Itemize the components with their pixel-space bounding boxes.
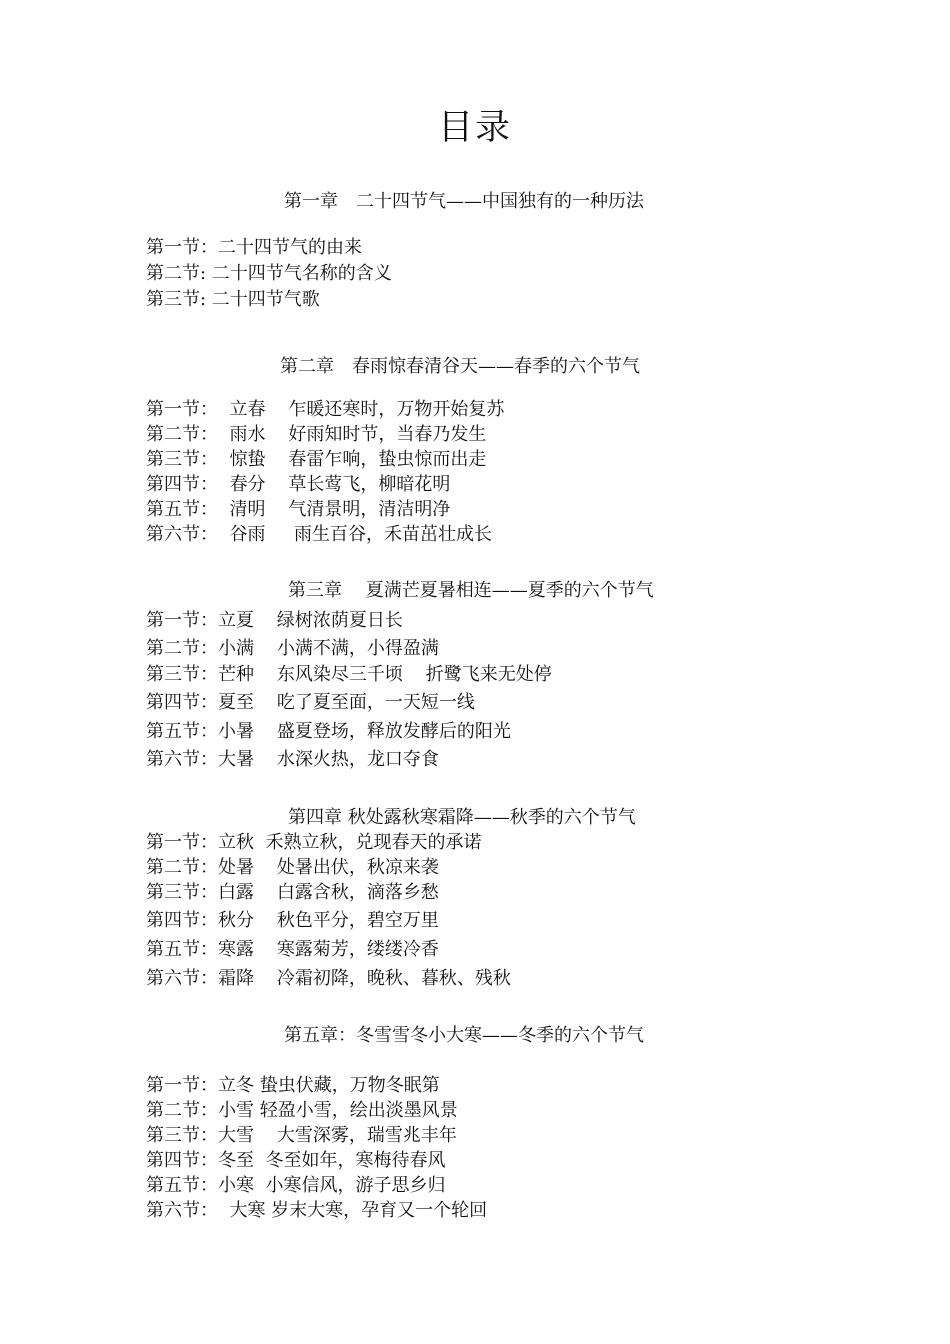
chapter-heading: 第四章 秋处露秋寒霜降——秋季的六个节气 bbox=[288, 807, 636, 828]
toc-entry: 第四节： 春分 草长莺飞，柳暗花明 bbox=[146, 474, 451, 495]
chapter-heading: 第三章 夏满芒夏暑相连——夏季的六个节气 bbox=[288, 580, 654, 601]
toc-entry: 第三节： 惊蛰 春雷乍响，蛰虫惊而出走 bbox=[146, 449, 487, 470]
toc-entry: 第五节：小暑 盛夏登场，释放发酵后的阳光 bbox=[146, 721, 511, 742]
chapter-heading: 第一章 二十四节气——中国独有的一种历法 bbox=[284, 191, 644, 212]
toc-entry: 第三节：白露 白露含秋，滴落乡愁 bbox=[146, 882, 439, 903]
toc-entry: 第三节：大雪 大雪深雾，瑞雪兆丰年 bbox=[146, 1125, 457, 1146]
toc-entry: 第一节：立冬 蛰虫伏藏，万物冬眠第 bbox=[146, 1075, 440, 1096]
toc-entry: 第一节：二十四节气的由来 bbox=[146, 237, 362, 258]
chapter-heading: 第二章 春雨惊春清谷天——春季的六个节气 bbox=[280, 356, 640, 377]
toc-entry: 第四节：秋分 秋色平分，碧空万里 bbox=[146, 910, 439, 931]
toc-entry: 第六节： 谷雨 雨生百谷，禾苗茁壮成长 bbox=[146, 524, 493, 545]
toc-entry: 第一节：立夏 绿树浓荫夏日长 bbox=[146, 610, 403, 631]
toc-entry: 第二节: 二十四节气名称的含义 bbox=[146, 263, 392, 284]
chapter-heading: 第五章：冬雪雪冬小大寒——冬季的六个节气 bbox=[284, 1025, 644, 1046]
toc-entry: 第三节: 二十四节气歌 bbox=[146, 289, 320, 310]
toc-entry: 第四节：夏至 吃了夏至面，一天短一线 bbox=[146, 692, 475, 713]
toc-entry: 第五节： 清明 气清景明，清洁明净 bbox=[146, 499, 451, 520]
toc-entry: 第二节：处暑 处暑出伏，秋凉来袭 bbox=[146, 857, 439, 878]
toc-entry: 第五节：小寒 小寒信风，游子思乡归 bbox=[146, 1175, 446, 1196]
toc-entry: 第三节：芒种 东风染尽三千顷 折鹭飞来无处停 bbox=[146, 664, 552, 685]
toc-entry: 第二节：小满 小满不满，小得盈满 bbox=[146, 638, 439, 659]
toc-entry: 第二节： 雨水 好雨知时节，当春乃发生 bbox=[146, 424, 487, 445]
toc-entry: 第五节：寒露 寒露菊芳，缕缕冷香 bbox=[146, 939, 439, 960]
toc-entry: 第六节：霜降 冷霜初降，晚秋、暮秋、残秋 bbox=[146, 968, 511, 989]
page-title: 目录 bbox=[437, 108, 512, 148]
toc-entry: 第六节： 大寒 岁末大寒，孕育又一个轮回 bbox=[146, 1200, 488, 1221]
toc-entry: 第一节：立秋 禾熟立秋，兑现春天的承诺 bbox=[146, 832, 482, 853]
toc-entry: 第一节： 立春 乍暖还寒时，万物开始复苏 bbox=[146, 399, 505, 420]
toc-entry: 第六节：大暑 水深火热，龙口夺食 bbox=[146, 749, 439, 770]
toc-entry: 第四节：冬至 冬至如年，寒梅待春风 bbox=[146, 1150, 446, 1171]
toc-entry: 第二节：小雪 轻盈小雪，绘出淡墨风景 bbox=[146, 1100, 458, 1121]
